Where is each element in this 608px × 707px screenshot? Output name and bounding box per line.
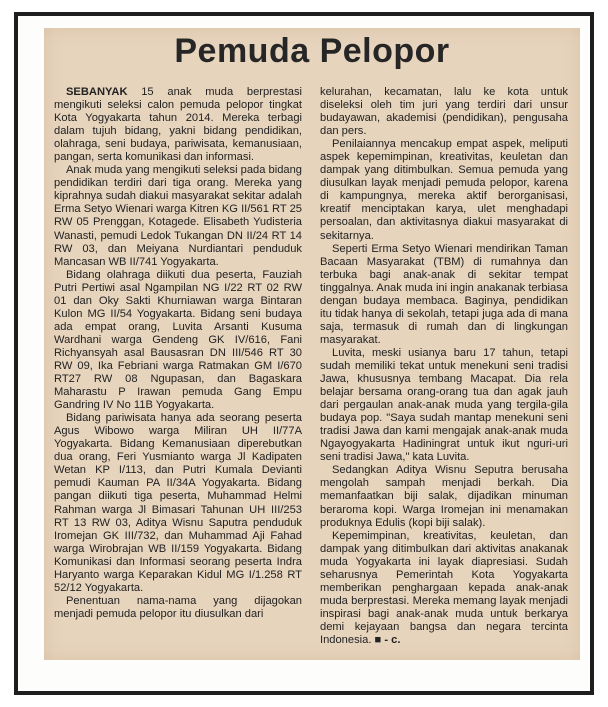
paragraph: Penentuan nama-nama yang dijagokan menjadi pemuda pelopor itu diusulkan dari: [54, 594, 302, 620]
paragraph: [320, 530, 568, 647]
end-mark: ■ - c.: [371, 633, 401, 646]
paragraph: [54, 86, 302, 164]
newspaper-clipping: [44, 28, 580, 660]
paragraph: Bidang olahraga diikuti dua peserta, Fauziah Putri Pertiwi asal Ngampilan NG I/22 RT 02 RW 01 dan Oky Sakti Khurniawan warga Bintaran Kulon MG II/54 Yogyakarta. Bidang seni budaya ada empat orang, Luvita Arsanti Kusuma Wardhani warga Gendeng GK IV/616, Fani Richyansyah asal Bausasran DN III/546 RT 30 RW 09, Ika Febriani warga Ratmakan GM I/670 RT27 RW 08 Ngupasan, dan Bagaskara Maharastu P Irawan pemuda Gang Empu Gandring IV No 11B Yogyakarta.: [54, 268, 302, 412]
right-column: [320, 86, 568, 647]
lead-word: SEBANYAK: [66, 86, 128, 98]
paragraph-text: Kepemimpinan, kreativitas, keuletan, dan dampak yang ditimbulkan dari aktivitas anakanak muda Yogyakarta ini layak diapresiasi. Sudah seharusnya Pemerintah Kota Yogyakarta memberikan penghargaan kepada anak-anak muda berprestasi. Mereka memang layak menjadi inspirasi bagi anak-anak muda untuk berkarya demi kejayaan bangsa dan negara tercinta Indonesia.: [320, 529, 568, 646]
paragraph: Seperti Erma Setyo Wienari mendirikan Taman Bacaan Masyarakat (TBM) di rumahnya dan terbuka bagi anak-anak di sekitar tempat tinggalnya. Anak muda ini ingin anakanak terbiasa dengan budaya membaca. Baginya, pendidikan itu tidak hanya di sekolah, tetapi juga ada di mana saja, termasuk di rumah dan di lingkungan masyarakat.: [320, 242, 568, 346]
paragraph: Penilaiannya mencakup empat aspek, meliputi aspek kepemimpinan, kreativitas, keuletan dan dampak yang ditimbulkan. Semua pemuda yang diusulkan layak menjadi pemuda pelopor, karena di kampungnya, mereka aktif berorganisasi, kreatif menciptakan karya, ulet menghadapi persoalan, dan aktivitasnya diakui masyarakat di sekitarnya.: [320, 138, 568, 242]
paragraph: Sedangkan Aditya Wisnu Seputra berusaha mengolah sampah menjadi berkah. Dia memanfaatkan biji salak, dijadikan minuman beraroma kopi. Warga Iromejan ini menamakan produknya Edulis (kopi biji salak).: [320, 464, 568, 529]
paragraph: Luvita, meski usianya baru 17 tahun, tetapi sudah memiliki tekat untuk menekuni seni tradisi Jawa, khususnya tembang Macapat. Dia rela belajar bersama orang-orang tua dan agak jauh dari pergaulan anak-anak muda yang tergila-gila budaya pop. "Saya sudah mantap menekuni seni tradisi Jawa dan kami mengajak anak-anak muda Ngayogyakarta Hadiningrat untuk ikut nguri-uri seni tradisi Jawa," kata Luvita.: [320, 346, 568, 464]
article-title: Pemuda Pelopor: [174, 32, 450, 70]
paragraph: Anak muda yang mengikuti seleksi pada bidang pendidikan terdiri dari tiga orang. Mereka yang kiprahnya sudah diakui masyarakat sekitar adalah Erma Setyo Wienari warga Kitren KG II/561 RT 25 RW 05 Prenggan, Kotagede. Elisabeth Yudisteria Wanasti, pemudi Ledok Tukangan DN II/24 RT 14 RW 03, dan Meiyana Nurdiantari penduduk Mancasan WB II/741 Yogyakarta.: [54, 164, 302, 268]
paragraph: Bidang pariwisata hanya ada seorang peserta Agus Wibowo warga Miliran UH II/77A Yogyakarta. Bidang Kemanusiaan diperebutkan dua orang, Feri Yusmianto warga Jl Kadipaten Wetan KP I/113, dan Putri Kumala Devianti pemudi Kauman PA II/34A Yogyakarta. Bidang pangan diikuti tiga peserta, Muhammad Helmi Rahman warga Jl Bimasari Tahunan UH III/253 RT 13 RW 03, Aditya Wisnu Saputra penduduk Iromejan GK III/732, dan Muhammad Aji Fahad warga Wirobrajan WB II/159 Yogyakarta. Bidang Komunikasi dan Informasi seorang peserta Indra Haryanto warga Keparakan Kidul MG I/1.258 RT 52/12 Yogyakarta.: [54, 412, 302, 594]
paragraph-text: 15 anak muda berprestasi mengikuti seleksi calon pemuda pelopor tingkat Kota Yogyakarta tahun 2014. Mereka terbagi dalam tujuh bidang, yakni bidang pendidikan, olahraga, seni budaya, pariwisata, kemanusiaan, pangan, serta komunikasi dan informasi.: [54, 86, 302, 164]
paragraph: kelurahan, kecamatan, lalu ke kota untuk diseleksi oleh tim juri yang terdiri dari unsur budayawan, akademisi (pendidikan), pengusaha dan pers.: [320, 86, 568, 138]
left-column: [54, 86, 302, 621]
